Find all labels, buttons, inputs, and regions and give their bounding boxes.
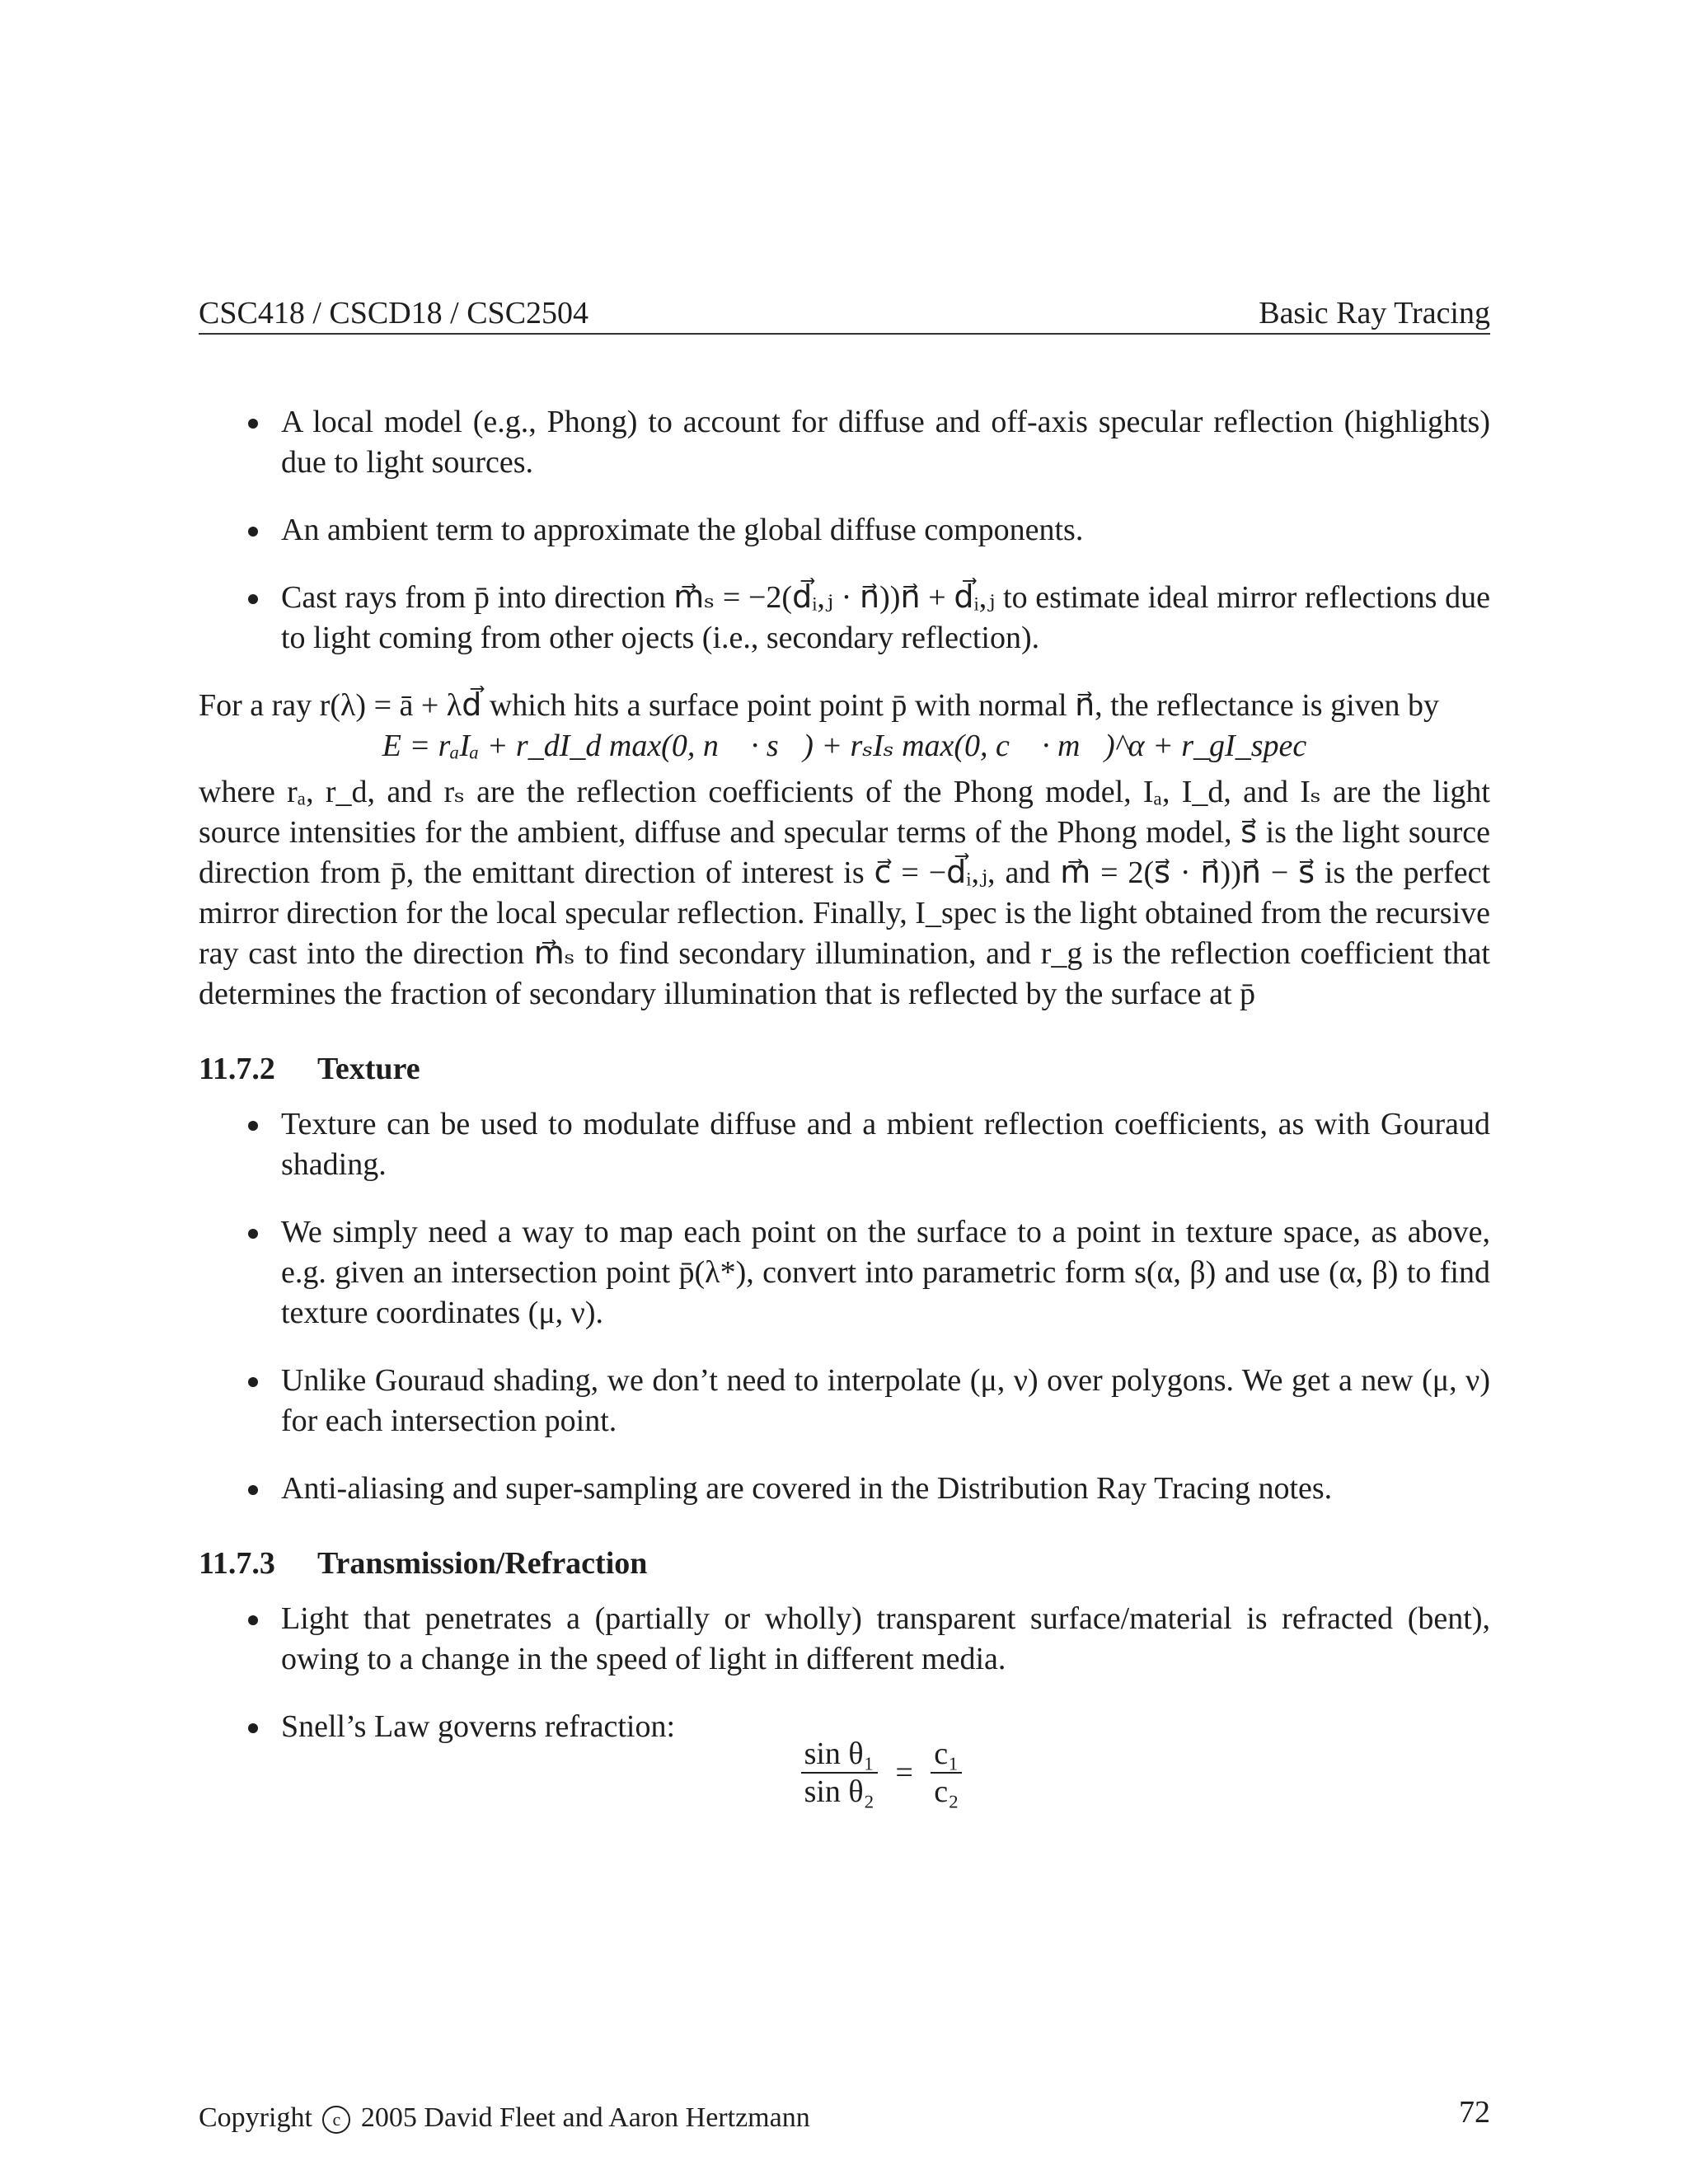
bullet-icon	[248, 1485, 258, 1495]
reflectance-explanation: where rₐ, r_d, and rₛ are the reflection coefficients of the Phong model, Iₐ, I_d, and Iₛ are the light source intensities for the ambient, diffuse and specular terms of the Phong model, s⃗ is the light source direction from p̄, the emittant direction of interest is c⃗ = −d⃗ᵢ,ⱼ, and m⃗ = 2(s⃗ · n⃗))n⃗ − s⃗ is the perfect mirror direction for the local specular reflection. Finally, I_spec is the light obtained from the recursive ray cast into the direction m⃗ₛ to find secondary illumination, and r_g is the reflection coefficient that determines the fraction of secondary illumination that is reflected by the surface at p̄	[199, 775, 1490, 1011]
list-item: A local model (e.g., Phong) to account for diffuse and off-axis specular reflection (highlights) due to light sources.	[199, 402, 1490, 483]
bullet-icon	[248, 1229, 258, 1239]
shading-components-list	[199, 402, 1490, 658]
equals-sign: =	[895, 1755, 913, 1790]
reflectance-intro: For a ray r(λ) = ā + λd⃗ which hits a surface point point p̄ with normal n⃗, the reflectance is given by	[199, 688, 1439, 723]
copyright-icon: c	[322, 2106, 350, 2134]
bullet-icon	[248, 1615, 258, 1625]
page-body	[199, 402, 1490, 1810]
list-item: We simply need a way to map each point on the surface to a point in texture space, as above, e.g. given an intersection point p̄(λ*), convert into parametric form s(α, β) and use (α, β) to find texture coordinates (μ, ν).	[199, 1212, 1490, 1333]
list-item: Light that penetrates a (partially or wholly) transparent surface/material is refracted (bent), owing to a change in the speed of light in different media.	[199, 1599, 1490, 1680]
speed-ratio: $\frac{\text{c₁}}{\text{c₂}}$	[931, 1736, 962, 1810]
section-title: Texture	[317, 1052, 420, 1086]
list-item: An ambient term to approximate the global diffuse components.	[199, 510, 1490, 551]
section-heading-texture	[199, 1049, 1490, 1090]
chapter-title: Basic Ray Tracing	[1259, 296, 1490, 330]
bullet-icon	[248, 1723, 258, 1733]
copyright-notice: Copyright c 2005 David Fleet and Aaron Hertzmann	[199, 2102, 810, 2133]
bullet-icon	[248, 594, 258, 604]
bullet-icon	[248, 1377, 258, 1387]
list-item: Cast rays from p̄ into direction m⃗ₛ = −2(d⃗ᵢ,ⱼ · n⃗))n⃗ + d⃗ᵢ,ⱼ to estimate ideal mirror reflections due to light coming from other ojects (i.e., secondary reflection).	[199, 578, 1490, 658]
section-heading-refraction	[199, 1544, 1490, 1584]
section-number: 11.7.3	[199, 1546, 275, 1581]
list-item: Anti-aliasing and super-sampling are covered in the Distribution Ray Tracing notes.	[199, 1469, 1490, 1509]
bullet-icon	[248, 1121, 258, 1131]
list-item: Snell’s Law governs refraction:	[199, 1707, 1490, 1747]
list-item: Unlike Gouraud shading, we don’t need to interpolate (μ, ν) over polygons. We get a new (μ, ν) for each intersection point.	[199, 1361, 1490, 1441]
page-number: 72	[1459, 2095, 1490, 2130]
list-item: Texture can be used to modulate diffuse and a mbient reflection coefficients, as with Gouraud shading.	[199, 1104, 1490, 1185]
sine-ratio: $\frac{\text{sin θ₁}}{\text{sin θ₂}}$	[801, 1736, 878, 1810]
page-header	[199, 293, 1490, 335]
reflectance-equation: E = rₐIₐ + r_dI_d max(0, n⃗ · s⃗) + rₛIₛ max(0, c⃗ · m⃗)^α + r_gI_spec	[382, 729, 1307, 763]
texture-list	[199, 1104, 1490, 1509]
section-title: Transmission/Refraction	[317, 1546, 648, 1581]
refraction-list	[199, 1599, 1490, 1747]
bullet-icon	[248, 419, 258, 429]
bullet-icon	[248, 527, 258, 537]
course-code: CSC418 / CSCD18 / CSC2504	[199, 296, 589, 330]
section-number: 11.7.2	[199, 1052, 275, 1086]
